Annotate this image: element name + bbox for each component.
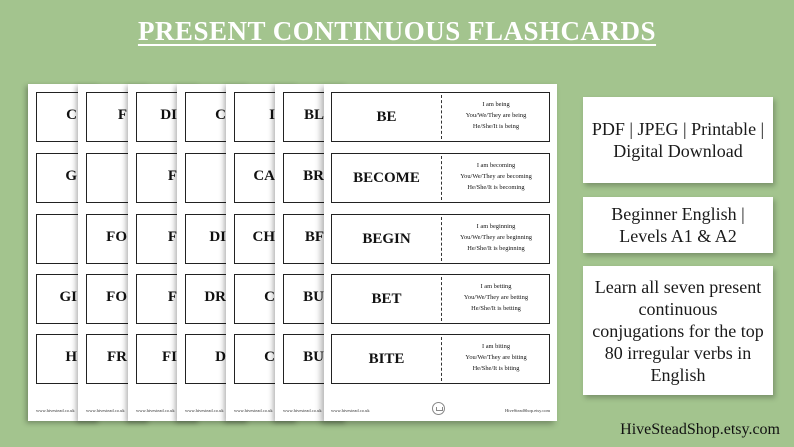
card-fragment: CH	[252, 229, 275, 245]
conjugation-line: I am beginning	[476, 223, 516, 230]
flashcard	[331, 334, 550, 384]
conjugation-line: He/She/It is beginning	[467, 245, 525, 252]
conjugation-list	[442, 221, 550, 254]
card-fragment: D	[215, 349, 226, 365]
card-fragment: G	[65, 168, 77, 184]
card-fragment: FR	[107, 349, 127, 365]
level-text: Beginner English | Levels A1 & A2	[611, 204, 745, 246]
card-fragment: C	[264, 289, 275, 305]
card-fragment: BF	[304, 229, 324, 245]
card-fragment: GI	[59, 289, 77, 305]
conjugation-line: He/She/It is being	[472, 123, 520, 130]
page-title: PRESENT CONTINUOUS FLASHCARDS	[137, 16, 657, 46]
conjugation-line: You/We/They are being	[465, 112, 527, 119]
sheet-footer: www.hivestead.co.uk	[331, 408, 370, 413]
verb-label: BECOME	[353, 169, 420, 186]
conjugation-line: I am betting	[480, 283, 512, 290]
conjugation-line: You/We/They are beginning	[460, 234, 532, 241]
card-fragment: DI	[209, 229, 226, 245]
card-fragment: BU	[303, 349, 324, 365]
conjugation-line: I am biting	[481, 343, 511, 350]
card-fragment: F	[167, 289, 177, 305]
formats-text: PDF | JPEG | Printable | Digital Download	[591, 119, 765, 161]
description-text: Learn all seven present continuous conjugations for the top 80 irregular verbs in English	[592, 276, 764, 385]
card-fragment: FO	[106, 289, 127, 305]
sheet-footer: www.hivestead.co.uk	[36, 408, 75, 413]
conjugation-line: You/We/They are betting	[463, 294, 529, 301]
sheet-footer: www.hivestead.co.uk	[283, 408, 322, 413]
conjugation-list	[442, 99, 550, 132]
conjugation-line: You/We/They are biting	[465, 354, 527, 361]
hive-logo-icon	[432, 402, 445, 415]
card-fragment: C	[264, 349, 275, 365]
card-fragment: FI	[162, 349, 177, 365]
card-fragment: DR	[204, 289, 226, 305]
flashcard	[331, 214, 550, 264]
card-fragment: FO	[106, 229, 127, 245]
conjugation-line: I am being	[482, 101, 510, 108]
conjugation-line: He/She/It is becoming	[467, 184, 525, 191]
sheet-footer: www.hivestead.co.uk	[86, 408, 125, 413]
card-fragment: F	[117, 107, 127, 123]
sheet-footer-shop: HiveSteadShop.etsy.com	[505, 408, 550, 413]
verb-label: BET	[371, 290, 402, 307]
sheet-footer: www.hivestead.co.uk	[234, 408, 273, 413]
card-fragment: BL	[303, 107, 324, 123]
conjugation-line: You/We/They are becoming	[460, 173, 532, 180]
conjugation-line: I am becoming	[476, 162, 516, 169]
verb-label: BITE	[368, 350, 405, 367]
card-fragment: F	[167, 168, 177, 184]
sheet-footer: www.hivestead.co.uk	[136, 408, 175, 413]
flashcard	[331, 274, 550, 324]
verb-label: BEGIN	[362, 230, 411, 247]
card-fragment: I	[269, 107, 275, 123]
conjugation-list	[442, 341, 550, 374]
flashcard	[331, 92, 550, 142]
card-fragment: F	[167, 229, 177, 245]
card-fragment: BU	[303, 289, 324, 305]
card-fragment: H	[65, 349, 77, 365]
conjugation-line: He/She/It is betting	[471, 305, 521, 312]
shop-url: HiveSteadShop.etsy.com	[620, 421, 780, 438]
card-fragment: CA	[253, 168, 275, 184]
sheet-footer: www.hivestead.co.uk	[185, 408, 224, 413]
card-fragment: C	[215, 107, 226, 123]
card-fragment: C	[66, 107, 77, 123]
conjugation-list	[442, 281, 550, 314]
flashcard	[331, 153, 550, 203]
conjugation-line: He/She/It is biting	[472, 365, 520, 372]
formats-box	[583, 97, 773, 183]
flashcard-sheet-front	[324, 84, 557, 421]
conjugation-list	[442, 160, 550, 193]
verb-label: BE	[376, 108, 397, 125]
level-box	[583, 197, 773, 253]
description-box	[583, 266, 773, 395]
card-fragment: BR	[303, 168, 324, 184]
card-fragment: DI	[160, 107, 177, 123]
